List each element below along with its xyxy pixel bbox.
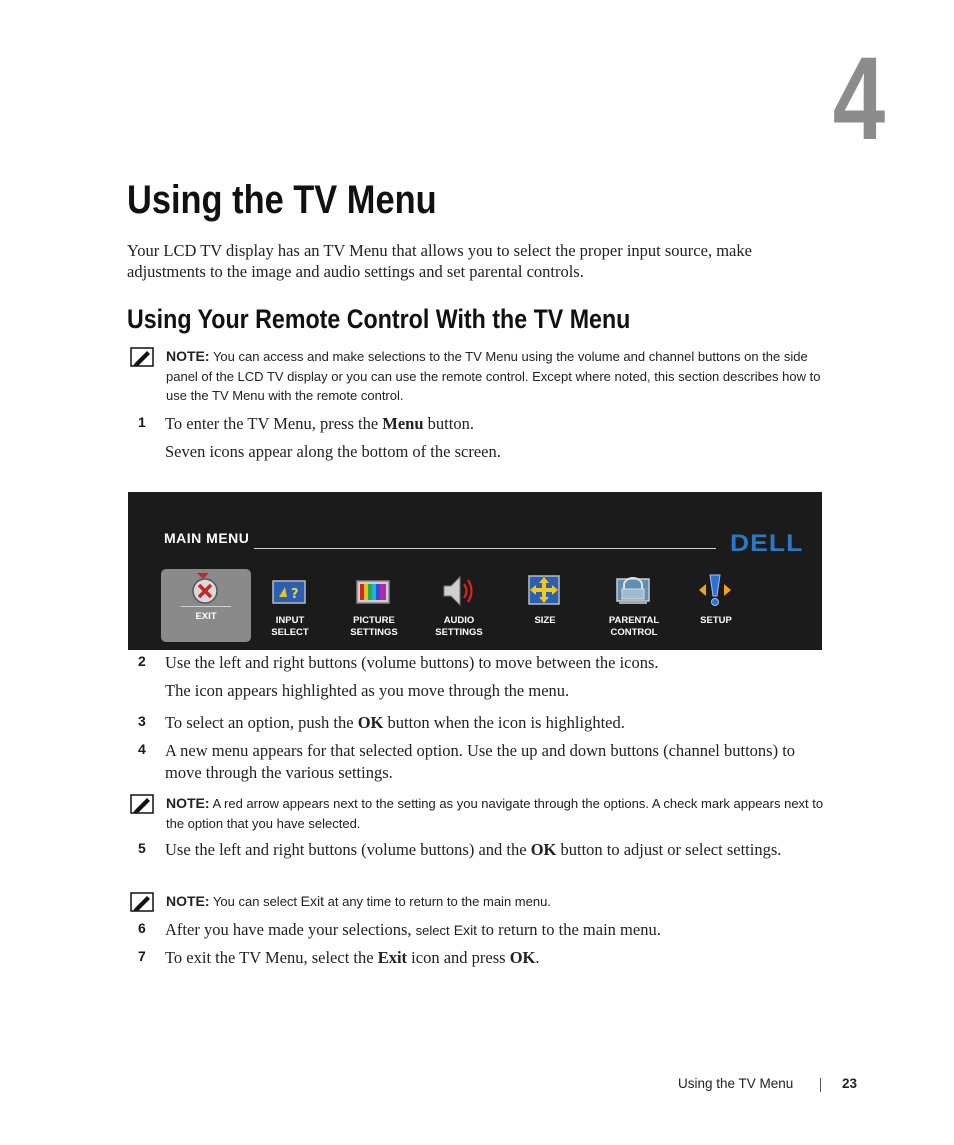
size-arrows-icon	[526, 573, 562, 607]
ok-keyword: OK	[509, 948, 536, 967]
tv-item-label: SETUP	[700, 615, 732, 626]
note-text: You can access and make selections to the TV Menu using the volume and channel buttons on the side panel of the LCD TV display or you can use the remote control. Except where noted, this section describes how to use the TV Menu with the remote control.	[166, 349, 821, 403]
speaker-icon	[440, 573, 476, 607]
tv-item-setup[interactable]	[671, 569, 761, 642]
note-pencil-icon	[130, 347, 154, 367]
step-number: 1	[138, 414, 146, 430]
step-text: icon and press	[411, 948, 506, 967]
note-2	[130, 794, 830, 833]
note-1	[130, 347, 830, 406]
note-label: NOTE:	[166, 795, 210, 811]
step-4	[138, 740, 818, 784]
tv-item-audio-settings[interactable]	[414, 569, 504, 642]
note-label: NOTE:	[166, 348, 210, 364]
step-number: 4	[138, 741, 146, 757]
note-pencil-icon	[130, 794, 154, 814]
note-text: You can select	[212, 894, 298, 909]
step-number: 7	[138, 948, 146, 964]
step-text: After you have made your selections,	[165, 920, 412, 939]
ok-keyword: OK	[357, 713, 384, 732]
tv-item-exit[interactable]	[161, 569, 251, 642]
menu-keyword: Menu	[382, 414, 424, 433]
tv-main-menu-screenshot	[128, 492, 822, 650]
step-text: button when the icon is highlighted.	[387, 713, 625, 732]
picture-settings-icon	[355, 573, 391, 607]
footer-chapter-title: Using the TV Menu	[678, 1076, 794, 1091]
tv-title-underline	[254, 548, 716, 549]
section-title: Using Your Remote Control With the TV Menu	[127, 304, 631, 334]
step-text: Use the left and right buttons (volume buttons) to move between the icons.	[165, 653, 659, 672]
step-2-detail: The icon appears highlighted as you move through the menu.	[165, 681, 570, 700]
step-1-detail: Seven icons appear along the bottom of the screen.	[165, 442, 501, 461]
note-text: at any time to return to the main menu.	[327, 894, 551, 909]
intro-paragraph: Your LCD TV display has an TV Menu that allows you to select the proper input source, make adjustments to the image and audio settings and set parental controls.	[127, 241, 752, 281]
tv-item-divider	[181, 606, 231, 607]
tv-menu-title: MAIN MENU	[164, 530, 250, 546]
note-text: A red arrow appears next to the setting as you navigate through the options. A check mark appears next to the option that you have selected.	[166, 796, 824, 831]
tv-item-label: INPUT SELECT	[271, 615, 309, 638]
note-label: NOTE:	[166, 893, 210, 909]
step-6	[138, 919, 818, 942]
step-text: Use the left and right buttons (volume buttons) and the	[165, 840, 527, 859]
step-text: To select an option, push the	[165, 713, 354, 732]
setup-exclamation-icon	[697, 573, 733, 607]
chapter-number: 4	[833, 33, 884, 165]
tv-item-label: PICTURE SETTINGS	[350, 615, 398, 638]
step-1	[138, 413, 818, 435]
step-text: To exit the TV Menu, select the	[165, 948, 374, 967]
step-text: To enter the TV Menu, press the	[165, 414, 379, 433]
note-pencil-icon	[130, 892, 154, 912]
tv-item-label: PARENTAL CONTROL	[608, 615, 660, 638]
dell-logo: DELL	[730, 530, 804, 557]
step-text: A new menu appears for that selected option. Use the up and down buttons (channel buttons) to move through the various settings.	[165, 741, 796, 782]
step-number: 3	[138, 713, 146, 729]
tv-item-input-select[interactable]	[245, 569, 335, 642]
step-text: button to adjust or select settings.	[560, 840, 782, 859]
step-number: 6	[138, 920, 146, 936]
tv-item-picture-settings[interactable]	[329, 569, 419, 642]
exit-icon	[187, 573, 223, 607]
tv-item-label: AUDIO SETTINGS	[435, 615, 483, 638]
tv-item-label: SIZE	[534, 615, 556, 626]
ok-keyword: OK	[530, 840, 557, 859]
exit-keyword: Exit	[453, 922, 478, 938]
tv-item-label: EXIT	[195, 611, 217, 622]
step-text: select	[415, 923, 450, 938]
step-3	[138, 712, 818, 734]
tv-item-parental-control[interactable]	[589, 569, 679, 642]
chapter-title: Using the TV Menu	[127, 178, 437, 222]
step-5	[138, 839, 818, 861]
parental-control-icon	[615, 573, 651, 607]
exit-keyword: Exit	[300, 893, 325, 909]
exit-keyword: Exit	[377, 948, 408, 967]
step-7	[138, 947, 818, 969]
tv-item-size[interactable]	[500, 569, 590, 642]
step-text: to return to the main menu.	[481, 920, 661, 939]
step-number: 5	[138, 840, 146, 856]
step-number: 2	[138, 653, 146, 669]
step-text: button.	[427, 414, 474, 433]
svg-text:?: ?	[291, 587, 299, 602]
note-3	[130, 892, 830, 912]
page-number: 23	[842, 1076, 858, 1091]
step-2	[138, 652, 818, 674]
step-text: .	[535, 948, 540, 967]
footer-divider	[820, 1078, 821, 1092]
input-select-icon	[271, 573, 307, 607]
